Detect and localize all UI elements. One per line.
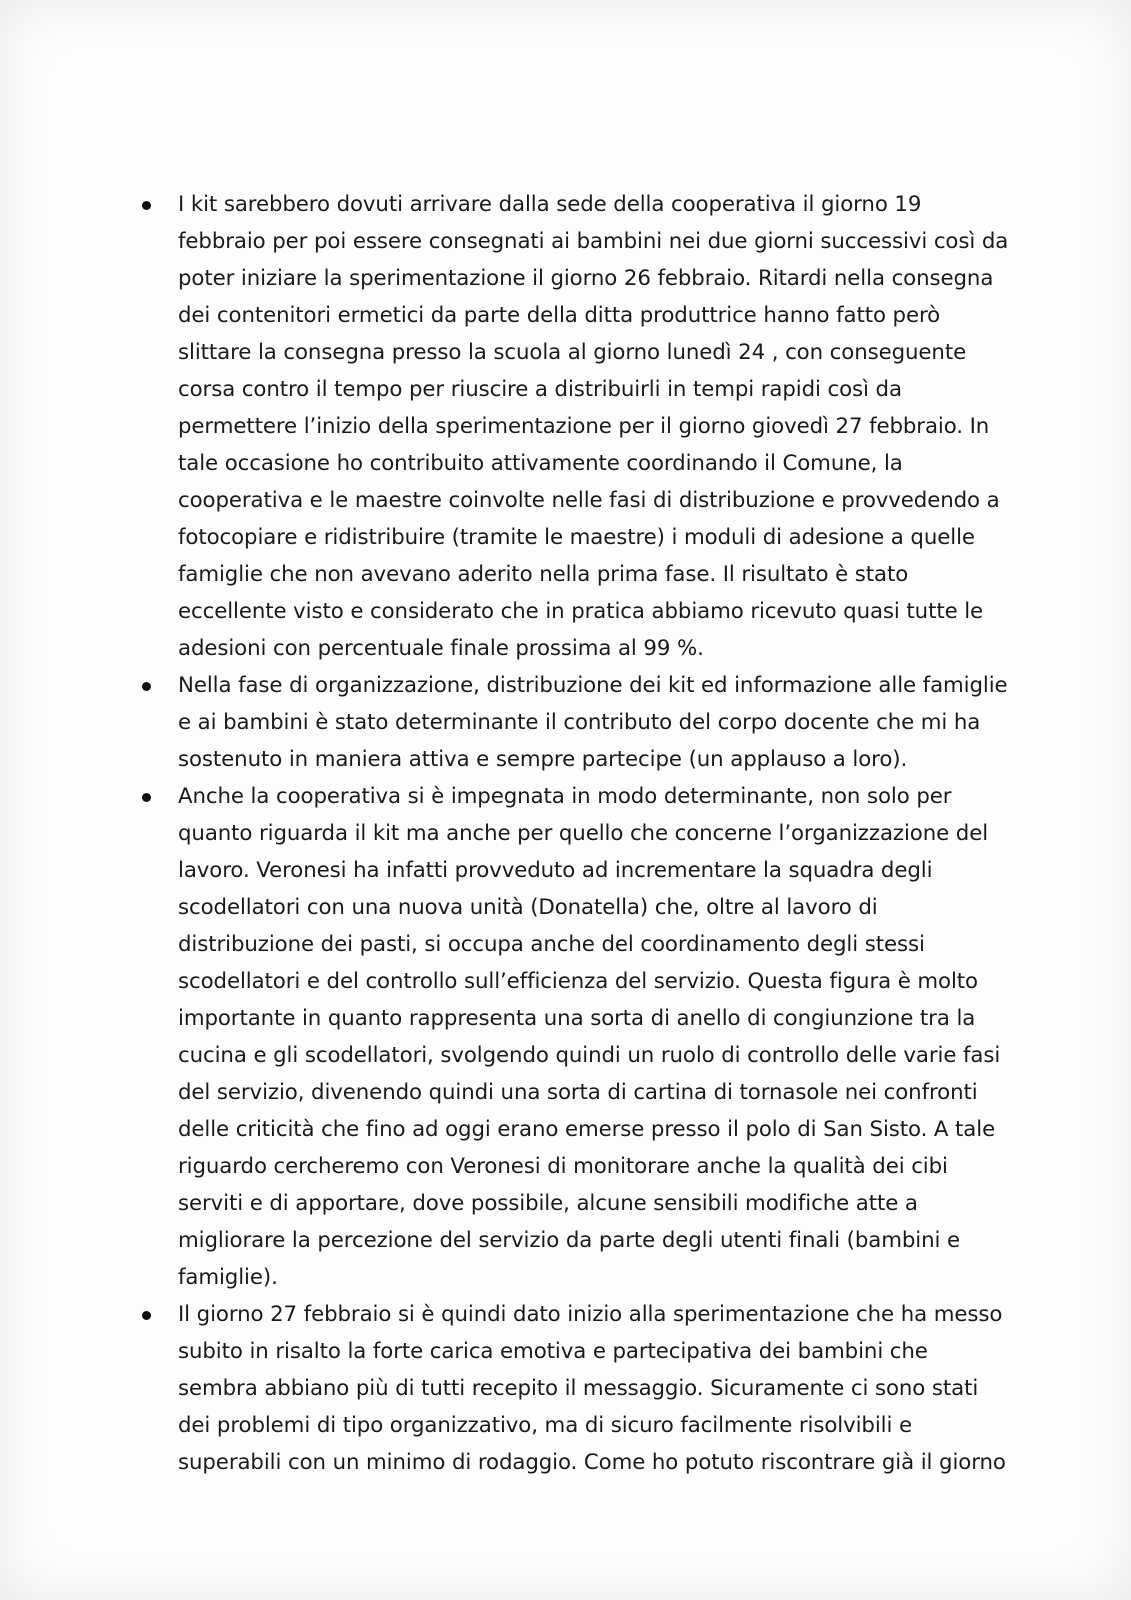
text-line: eccellente visto e considerato che in pratica abbiamo ricevuto quasi tutte le (178, 599, 984, 624)
text-line: riguardo cercheremo con Veronesi di monitorare anche la qualità dei cibi (178, 1154, 948, 1179)
text-line: Il giorno 27 febbraio si è quindi dato inizio alla sperimentazione che ha messo (178, 1302, 1003, 1327)
bullet-list (138, 186, 1038, 1481)
text-line: febbraio per poi essere consegnati ai bambini nei due giorni successivi così da (178, 229, 1009, 254)
text-line: adesioni con percentuale finale prossima al 99 %. (178, 636, 704, 661)
text-line: scodellatori e del controllo sull’efficienza del servizio. Questa figura è molto (178, 969, 978, 994)
text-line: quanto riguarda il kit ma anche per quello che concerne l’organizzazione del (178, 821, 989, 846)
text-line: importante in quanto rappresenta una sorta di anello di congiunzione tra la (178, 1006, 976, 1031)
text-line: slittare la consegna presso la scuola al giorno lunedì 24 , con conseguente (178, 340, 967, 365)
text-line: e ai bambini è stato determinante il contributo del corpo docente che mi ha (178, 710, 981, 735)
text-line: serviti e di apportare, dove possibile, alcune sensibili modifiche atte a (178, 1191, 918, 1216)
text-line: sostenuto in maniera attiva e sempre partecipe (un applauso a loro). (178, 747, 908, 772)
bullet-dot-icon (142, 201, 151, 210)
bullet-item (138, 186, 1038, 667)
text-line: dei problemi di tipo organizzativo, ma di sicuro facilmente risolvibili e (178, 1413, 912, 1438)
text-line: superabili con un minimo di rodaggio. Come ho potuto riscontrare già il giorno (178, 1450, 1006, 1475)
bullet-item (138, 1296, 1038, 1481)
text-line: famiglie). (178, 1265, 278, 1290)
bullet-dot-icon (142, 682, 151, 691)
bullet-dot-icon (142, 793, 151, 802)
text-line: poter iniziare la sperimentazione il giorno 26 febbraio. Ritardi nella consegna (178, 266, 994, 291)
text-line: corsa contro il tempo per riuscire a distribuirli in tempi rapidi così da (178, 377, 902, 402)
text-line: Nella fase di organizzazione, distribuzione dei kit ed informazione alle famiglie (178, 673, 1008, 698)
text-line: cucina e gli scodellatori, svolgendo quindi un ruolo di controllo delle varie fasi (178, 1043, 1001, 1068)
text-line: fotocopiare e ridistribuire (tramite le maestre) i moduli di adesione a quelle (178, 525, 975, 550)
text-line: I kit sarebbero dovuti arrivare dalla sede della cooperativa il giorno 19 (178, 192, 922, 217)
text-line: delle criticità che fino ad oggi erano emerse presso il polo di San Sisto. A tale (178, 1117, 996, 1142)
text-line: dei contenitori ermetici da parte della ditta produttrice hanno fatto però (178, 303, 941, 328)
text-line: tale occasione ho contribuito attivamente coordinando il Comune, la (178, 451, 903, 476)
bullet-dot-icon (142, 1311, 151, 1320)
text-line: subito in risalto la forte carica emotiva e partecipativa dei bambini che (178, 1339, 928, 1364)
text-line: permettere l’inizio della sperimentazione per il giorno giovedì 27 febbraio. In (178, 414, 990, 439)
text-line: famiglie che non avevano aderito nella prima fase. Il risultato è stato (178, 562, 909, 587)
bullet-item (138, 778, 1038, 1296)
text-line: Anche la cooperativa si è impegnata in modo determinante, non solo per (178, 784, 952, 809)
text-line: del servizio, divenendo quindi una sorta di cartina di tornasole nei confronti (178, 1080, 978, 1105)
text-line: lavoro. Veronesi ha infatti provveduto ad incrementare la squadra degli (178, 858, 933, 883)
text-line: distribuzione dei pasti, si occupa anche del coordinamento degli stessi (178, 932, 925, 957)
text-line: migliorare la percezione del servizio da parte degli utenti finali (bambini e (178, 1228, 960, 1253)
bullet-item (138, 667, 1038, 778)
text-line: cooperativa e le maestre coinvolte nelle fasi di distribuzione e provvedendo a (178, 488, 1000, 513)
text-line: scodellatori con una nuova unità (Donatella) che, oltre al lavoro di (178, 895, 878, 920)
text-line: sembra abbiano più di tutti recepito il messaggio. Sicuramente ci sono stati (178, 1376, 979, 1401)
